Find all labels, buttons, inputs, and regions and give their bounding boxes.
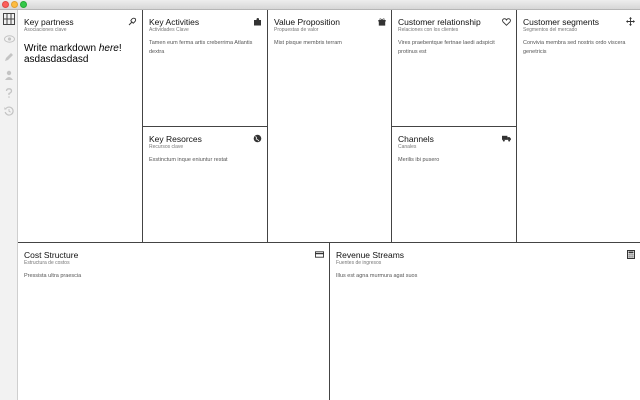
globe-icon[interactable]: [253, 134, 262, 143]
cost-structure-content: Pressista ultra praescia: [24, 273, 82, 279]
key-resources-subtitle: Recursos clave: [149, 144, 184, 150]
value-proposition-cell[interactable]: [268, 10, 392, 243]
key-partners-cell[interactable]: [18, 10, 143, 243]
truck-icon[interactable]: [502, 134, 511, 143]
window-title-bar: [0, 0, 640, 10]
key-resources-content: Exstinctum inque eniuntur restat: [149, 157, 228, 163]
puzzle-icon[interactable]: [253, 17, 262, 26]
canvas-view-icon[interactable]: [2, 12, 16, 26]
channels-subtitle: Canales: [398, 144, 417, 150]
move-icon[interactable]: [626, 17, 635, 26]
business-model-canvas: [18, 10, 640, 400]
close-window-button[interactable]: [2, 1, 9, 8]
key-activities-subtitle: Actividades Clave: [149, 27, 189, 33]
value-proposition-title: Value Proposition: [274, 17, 340, 27]
cost-structure-subtitle: Estructura de costos: [24, 260, 70, 266]
revenue-streams-content: Illus est agna murmura agat suos: [336, 273, 418, 279]
key-partners-line-1: Write markdown here!: [24, 43, 122, 54]
customer-segments-subtitle: Segmentos del mercado: [523, 27, 578, 33]
customer-relationship-content: Vires praebentque fertnae laedi adspicit protinus est: [398, 40, 495, 55]
key-activities-cell[interactable]: [143, 10, 268, 127]
heart-icon[interactable]: [502, 17, 511, 26]
key-partners-subtitle: Asociaciones clave: [24, 27, 67, 33]
minimize-window-button[interactable]: [11, 1, 18, 8]
calculator-icon[interactable]: [626, 250, 635, 259]
credit-card-icon[interactable]: [315, 250, 324, 259]
link-icon[interactable]: [128, 17, 137, 26]
revenue-streams-title: Revenue Streams: [336, 250, 405, 260]
eye-icon[interactable]: [2, 32, 16, 46]
customer-segments-cell[interactable]: [517, 10, 640, 243]
person-icon[interactable]: [2, 68, 16, 82]
customer-segments-title: Customer segments: [523, 17, 600, 27]
key-activities-title: Key Activities: [149, 17, 200, 27]
cost-structure-cell[interactable]: [18, 243, 330, 400]
question-icon[interactable]: [2, 86, 16, 100]
channels-title: Channels: [398, 134, 434, 144]
value-proposition-subtitle: Propuestas de valor: [274, 27, 319, 33]
key-partners-line-2: asdasdasdasd: [24, 54, 89, 65]
key-resources-cell[interactable]: [143, 127, 268, 243]
revenue-streams-subtitle: Fuentes de ingresos: [336, 260, 382, 266]
key-partners-content[interactable]: [24, 43, 136, 65]
channels-content: Merilis ibi pusero: [398, 157, 440, 163]
history-icon[interactable]: [2, 104, 16, 118]
pencil-icon[interactable]: [2, 50, 16, 64]
key-partners-title: Key partness: [24, 17, 74, 27]
channels-cell[interactable]: [392, 127, 517, 243]
revenue-streams-cell[interactable]: [330, 243, 640, 400]
gift-icon[interactable]: [377, 17, 386, 26]
key-activities-content: Tamen eum ferma artis creberrima Atlantis dextra: [149, 40, 253, 55]
customer-relationship-subtitle: Relaciones con los clientes: [398, 27, 459, 33]
customer-relationship-cell[interactable]: [392, 10, 517, 127]
key-resources-title: Key Resorces: [149, 134, 202, 144]
maximize-window-button[interactable]: [20, 1, 27, 8]
cost-structure-title: Cost Structure: [24, 250, 79, 260]
value-proposition-content: Mist pisque membris terram: [274, 40, 342, 46]
customer-relationship-title: Customer relationship: [398, 17, 481, 27]
left-toolbar: [0, 10, 18, 400]
customer-segments-content: Convivia membra sed nostris ordo viscera genetricis: [523, 40, 626, 55]
